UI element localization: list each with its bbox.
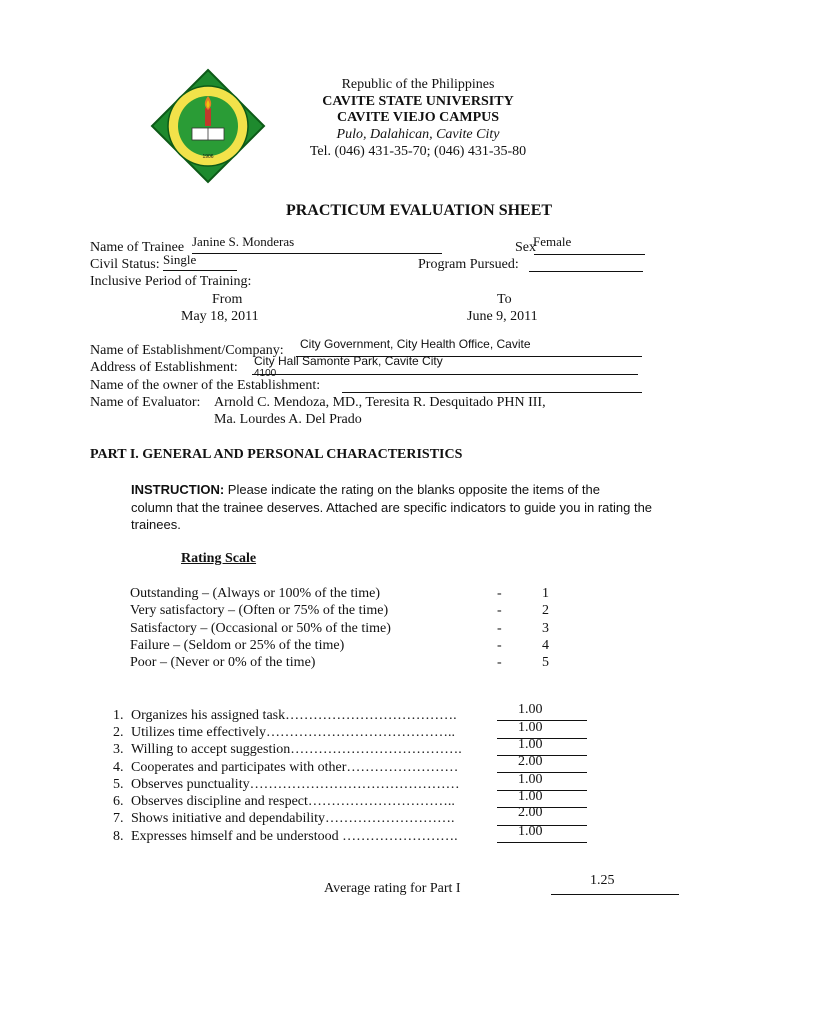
to-label: To <box>497 292 512 307</box>
item-text: Organizes his assigned task………………………………. <box>131 708 457 723</box>
item-rating: 1.00 <box>518 772 543 787</box>
scale-label: Outstanding – (Always or 100% of the time) <box>130 586 381 601</box>
address-extra: 4100 <box>254 368 277 379</box>
item-text: Observes punctuality……………………………………… <box>131 777 460 792</box>
scale-label: Satisfactory – (Occasional or 50% of the time) <box>130 621 391 636</box>
scale-label: Poor – (Never or 0% of the time) <box>130 655 316 670</box>
scale-label: Failure – (Seldom or 25% of the time) <box>130 638 345 653</box>
address-label: Address of Establishment: <box>90 360 238 375</box>
item-text: Expresses himself and be understood ……………………. <box>131 829 458 844</box>
item-number: 3. <box>113 742 124 757</box>
header-address: Pulo, Dalahican, Cavite City <box>336 127 500 142</box>
header-tel: Tel. (046) 431-35-70; (046) 431-35-80 <box>309 144 527 159</box>
scale-value: 4 <box>542 638 549 653</box>
item-rating: 1.00 <box>518 702 543 717</box>
address-line <box>252 374 638 375</box>
instruction-line-2: column that the trainee deserves. Attached are specific indicators to guide you in rating the <box>131 500 653 515</box>
scale-dash: - <box>497 603 502 618</box>
item-text: Shows initiative and dependability………………………. <box>131 811 455 826</box>
item-number: 7. <box>113 811 124 826</box>
program-line <box>529 271 643 272</box>
page-title: PRACTICUM EVALUATION SHEET <box>285 202 553 219</box>
trainee-label: Name of Trainee <box>90 240 185 255</box>
item-number: 2. <box>113 725 124 740</box>
item-rating: 1.00 <box>518 720 543 735</box>
item-rating: 2.00 <box>518 754 543 769</box>
sex-label: Sex <box>515 240 536 255</box>
instruction-label: INSTRUCTION: <box>131 482 225 497</box>
evaluator-value-2: Ma. Lourdes A. Del Prado <box>214 412 362 427</box>
scale-value: 2 <box>542 603 549 618</box>
item-rating-line <box>497 842 587 843</box>
scale-dash: - <box>497 655 502 670</box>
period-label: Inclusive Period of Training: <box>90 274 252 289</box>
establishment-label: Name of Establishment/Company: <box>90 343 284 358</box>
scale-value: 3 <box>542 621 549 636</box>
scale-dash: - <box>497 586 502 601</box>
item-number: 5. <box>113 777 124 792</box>
header-university: CAVITE STATE UNIVERSITY <box>322 94 514 109</box>
address-value: City Hall Samonte Park, Cavite City <box>254 354 443 368</box>
scale-dash: - <box>497 638 502 653</box>
civil-status-value: Single <box>163 252 197 267</box>
scale-value: 1 <box>542 586 549 601</box>
item-rating: 1.00 <box>518 824 543 839</box>
instruction-line-1 <box>131 482 600 497</box>
evaluator-value-1: Arnold C. Mendoza, MD., Teresita R. Desquitado PHN III, <box>214 395 546 410</box>
civil-status-line <box>163 270 237 271</box>
to-date: June 9, 2011 <box>467 309 538 324</box>
instruction-text-1: Please indicate the rating on the blanks opposite the items of the <box>224 482 600 497</box>
header-republic: Republic of the Philippines <box>341 77 495 92</box>
sex-line <box>534 254 645 255</box>
item-text: Willing to accept suggestion………………………………. <box>131 742 462 757</box>
item-rating: 2.00 <box>518 805 543 820</box>
part1-heading: PART I. GENERAL AND PERSONAL CHARACTERISTICS <box>90 447 463 462</box>
average-label: Average rating for Part I <box>324 881 461 896</box>
item-number: 8. <box>113 829 124 844</box>
item-rating: 1.00 <box>518 737 543 752</box>
owner-label: Name of the owner of the Establishment: <box>90 378 321 393</box>
item-rating: 1.00 <box>518 789 543 804</box>
scale-dash: - <box>497 621 502 636</box>
item-number: 6. <box>113 794 124 809</box>
trainee-value: Janine S. Monderas <box>192 234 295 249</box>
civil-status-label: Civil Status: <box>90 257 160 272</box>
scale-value: 5 <box>542 655 549 670</box>
trainee-line <box>192 253 442 254</box>
evaluator-label: Name of Evaluator: <box>90 395 201 410</box>
average-value: 1.25 <box>590 873 615 888</box>
average-line <box>551 894 679 895</box>
instruction-line-3: trainees. <box>131 517 181 532</box>
from-date: May 18, 2011 <box>181 309 259 324</box>
item-text: Cooperates and participates with other…………………… <box>131 760 459 775</box>
header-campus: CAVITE VIEJO CAMPUS <box>336 110 500 125</box>
item-text: Utilizes time effectively………………………………….. <box>131 725 456 740</box>
from-label: From <box>212 292 243 307</box>
item-number: 4. <box>113 760 124 775</box>
sex-value: Female <box>533 234 572 249</box>
item-number: 1. <box>113 708 124 723</box>
program-label: Program Pursued: <box>418 257 519 272</box>
item-text: Observes discipline and respect………………………….. <box>131 794 455 809</box>
rating-scale-heading: Rating Scale <box>181 551 257 566</box>
owner-line <box>342 392 642 393</box>
scale-label: Very satisfactory – (Often or 75% of the time) <box>130 603 389 618</box>
establishment-value: City Government, City Health Office, Cavite <box>300 337 531 351</box>
logo-year: 1906 <box>202 154 214 160</box>
